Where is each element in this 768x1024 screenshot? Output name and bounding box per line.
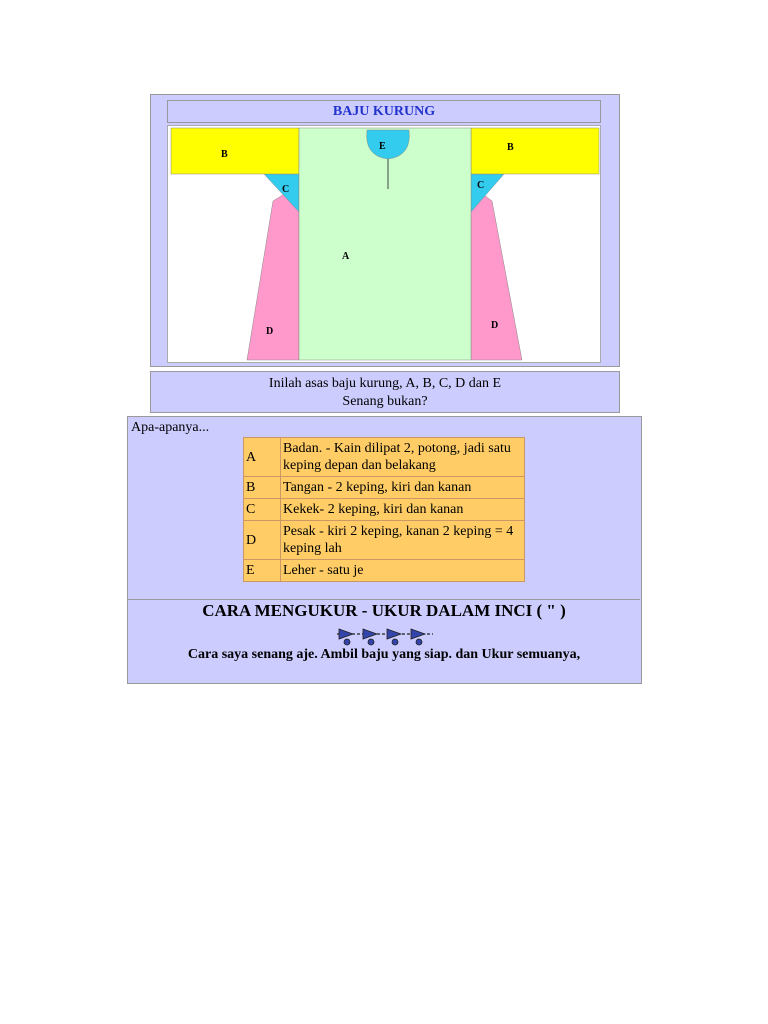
parts-table	[243, 437, 525, 582]
left-sleeve-shape	[171, 128, 299, 174]
table-row	[244, 521, 524, 559]
divider	[128, 599, 640, 600]
part-code: E	[244, 560, 280, 581]
part-desc: Pesak - kiri 2 keping, kanan 2 keping = 4 keping lah	[281, 521, 524, 559]
table-row	[244, 438, 524, 476]
scissors-icon	[339, 629, 425, 645]
table-row	[244, 477, 524, 498]
part-desc: Badan. - Kain dilipat 2, potong, jadi satu keping depan dan belakang	[281, 438, 524, 476]
label-body: A	[342, 251, 350, 262]
measure-heading: CARA MENGUKUR - UKUR DALAM INCI ( " )	[202, 601, 566, 620]
label-left-gusset: C	[282, 184, 290, 195]
body-shape	[299, 128, 471, 360]
page-title: BAJU KURUNG	[167, 100, 601, 123]
table-row	[244, 499, 524, 520]
scissors-icon	[335, 623, 435, 647]
label-neck: E	[379, 141, 386, 152]
part-code: D	[244, 521, 280, 559]
label-right-sleeve: B	[507, 142, 514, 153]
part-desc: Kekek- 2 keping, kiri dan kanan	[281, 499, 524, 520]
measure-text: Cara saya senang aje. Ambil baju yang siap. dan Ukur semuanya,	[187, 647, 581, 662]
part-desc: Leher - satu je	[281, 560, 524, 581]
baju-kurung-diagram	[167, 125, 601, 363]
parts-intro: Apa-apanya...	[131, 420, 210, 435]
part-code: B	[244, 477, 280, 498]
label-left-sleeve: B	[221, 149, 228, 160]
caption-line-1: Inilah asas baju kurung, A, B, C, D dan E	[268, 376, 502, 391]
part-code: C	[244, 499, 280, 520]
table-row	[244, 560, 524, 581]
right-gore-shape	[471, 185, 522, 360]
part-desc: Tangan - 2 keping, kiri dan kanan	[281, 477, 524, 498]
caption-line-2: Senang bukan?	[342, 394, 428, 409]
part-code: A	[244, 438, 280, 476]
right-sleeve-shape	[471, 128, 599, 174]
label-left-gore: D	[266, 326, 274, 337]
label-right-gusset: C	[477, 180, 485, 191]
pattern-svg	[168, 126, 600, 362]
label-right-gore: D	[491, 320, 499, 331]
caption-panel	[150, 371, 620, 413]
